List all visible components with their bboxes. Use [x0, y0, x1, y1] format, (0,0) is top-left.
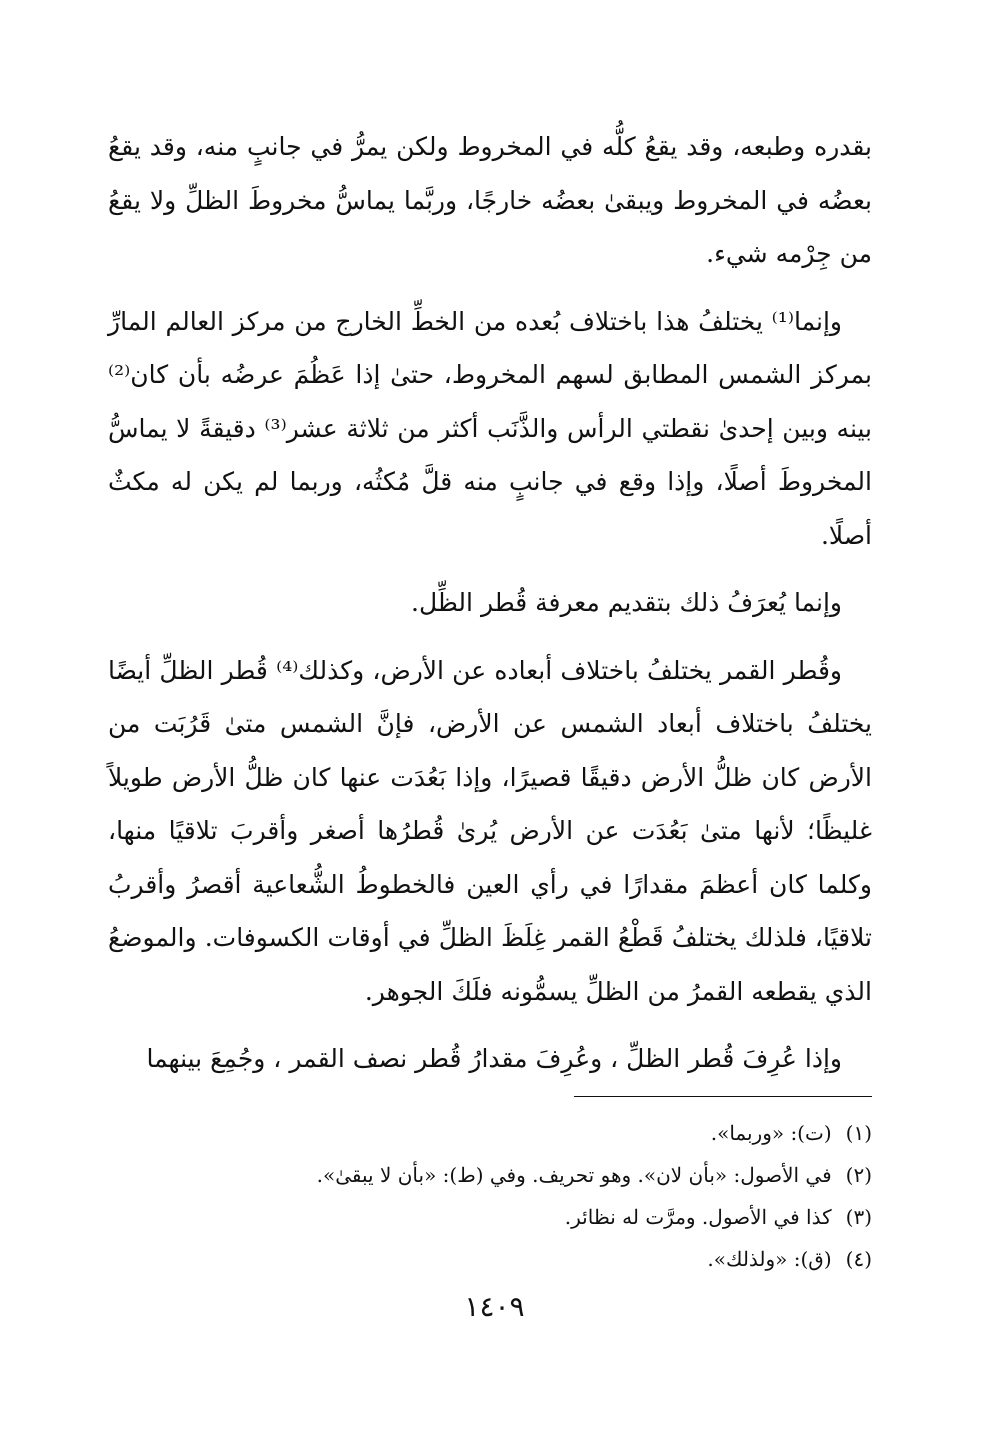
paragraph-3: وإنما يُعرَفُ ذلك بتقديم معرفة قُطر الظِّل.: [411, 588, 842, 617]
footnote-item: [172, 1238, 872, 1280]
paragraph-1: بقدره وطبعه، وقد يقعُ كلُّه في المخروط ولكن يمرُّ في جانبٍ منه، وقد يقعُ بعضُه في المخروط ويبقىٰ بعضُه خارجًا، وربَّما يماسُّ مخروطَ الظلِّ ولا يقعُ من جِرْمه شيء.: [108, 132, 872, 268]
page-number: ١٤٠٩: [464, 1290, 525, 1323]
main-text: [108, 120, 872, 1086]
footnote-number: (٤): [845, 1247, 872, 1271]
paragraph-4: وقُطر القمر يختلفُ باختلاف أبعاده عن الأرض، وكذلك⁽⁴⁾ قُطر الظلِّ أيضًا يختلفُ باختلاف أبعاد الشمس عن الأرض، فإنَّ الشمس متىٰ قَرُبَت من الأرض كان ظلُّ الأرض دقيقًا قصيرًا، وإذا بَعُدَت عنها كان ظلُّ الأرض طويلاً غليظًا؛ لأنها متىٰ بَعُدَت عن الأرض يُرىٰ قُطرُها أصغر وأقربَ تلاقيًا منها، وكلما كان أعظمَ مقدارًا في رأي العين فالخطوطُ الشُّعاعية أقصرُ وأقربُ تلاقيًا، فلذلك يختلفُ قَطْعُ القمر غِلَظَ الظلِّ في أوقات الكسوفات. والموضعُ الذي يقطعه القمرُ من الظلِّ يسمُّونه فلَكَ الجوهر.: [108, 655, 872, 1006]
footnote-number: (٢): [845, 1163, 872, 1187]
footnote-item: [172, 1196, 872, 1238]
paragraph-2: وإنما⁽¹⁾ يختلفُ هذا باختلاف بُعده من الخطِّ الخارج من مركز العالم المارِّ بمركز الشمس المطابق لسهم المخروط، حتىٰ إذا عَظُمَ عرضُه بأن كان⁽²⁾ بينه وبين إحدىٰ نقطتي الرأس والذَّنَب أكثر من ثلاثة عشر⁽³⁾ دقيقةً لا يماسُّ المخروطَ أصلًا، وإذا وقع في جانبٍ منه قلَّ مُكثُه، وربما لم يكن له مكثٌ أصلًا.: [108, 306, 872, 550]
footnote-number: (١): [845, 1121, 872, 1145]
footnote-number: (٣): [845, 1205, 872, 1229]
footnote-item: [172, 1154, 872, 1196]
paragraph-5: وإذا عُرِفَ قُطر الظلِّ ، وعُرِفَ مقدارُ قُطر نصف القمر ، وجُمِعَ بينهما: [146, 1044, 842, 1073]
footnote-divider: [574, 1096, 872, 1097]
footnote-text: (ت): «وربما».: [710, 1121, 832, 1145]
footnotes-list: [172, 1112, 872, 1280]
footnote-text: كذا في الأصول. ومرَّت له نظائر.: [564, 1205, 832, 1229]
footnote-item: [172, 1112, 872, 1154]
footnote-text: (ق): «ولذلك».: [707, 1247, 832, 1271]
footnote-text: في الأصول: «بأن لان». وهو تحريف. وفي (ط): «بأن لا يبقىٰ».: [316, 1163, 832, 1187]
